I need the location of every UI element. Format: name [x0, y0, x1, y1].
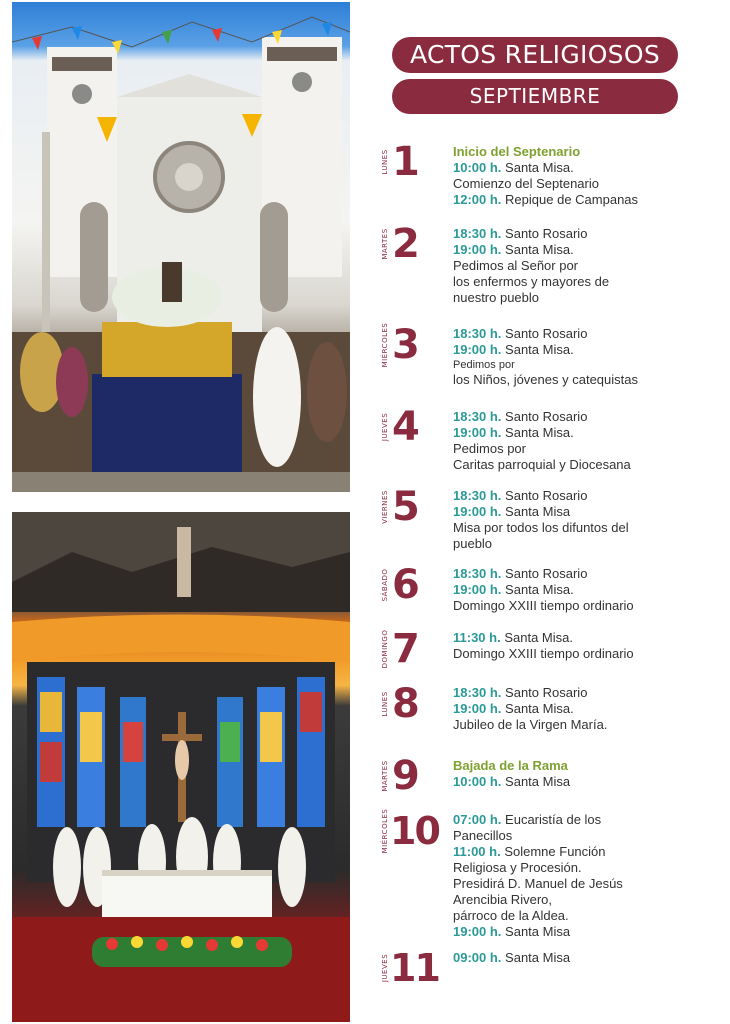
event-time: 11:30 h.	[453, 630, 501, 645]
weekday-label: JUEVES	[381, 412, 389, 442]
event-line	[453, 242, 723, 258]
events	[453, 326, 723, 388]
weekday-label: LUNES	[381, 691, 389, 717]
day-number: 3	[392, 322, 420, 368]
event-text: Santo Rosario	[505, 685, 588, 700]
event-line	[453, 326, 723, 342]
event-time: 18:30 h.	[453, 488, 502, 503]
event-line	[453, 717, 723, 733]
church-procession-photo	[12, 2, 350, 492]
event-line	[453, 630, 723, 646]
event-line	[453, 892, 723, 908]
event-line	[453, 520, 723, 536]
event-time: 19:00 h.	[453, 504, 502, 519]
event-line	[453, 160, 723, 176]
weekday-label: VIERNES	[381, 490, 389, 524]
event-text: Repique de Campanas	[505, 192, 639, 207]
event-line	[453, 566, 723, 582]
event-title: Inicio del Septenario	[453, 144, 581, 159]
event-time: 19:00 h.	[453, 342, 502, 357]
event-text: Santa Misa	[505, 774, 571, 789]
event-time: 19:00 h.	[453, 242, 502, 257]
event-line	[453, 812, 723, 828]
events	[453, 226, 723, 306]
event-line	[453, 441, 723, 457]
event-line	[453, 908, 723, 924]
event-time: 18:30 h.	[453, 409, 502, 424]
event-line	[453, 457, 723, 473]
day-number: 9	[392, 753, 420, 799]
church-altar-photo	[12, 512, 350, 1022]
event-text: Santa Misa.	[505, 582, 574, 597]
event-time: 12:00 h.	[453, 192, 502, 207]
event-text: Santa Misa	[505, 924, 571, 939]
event-text: párroco de la Aldea.	[453, 908, 569, 923]
weekday-label: MIÉRCOLES	[381, 808, 389, 854]
weekday-label: MIÉRCOLES	[381, 322, 389, 368]
event-time: 10:00 h.	[453, 774, 502, 789]
event-text: Arencibia Rivero,	[453, 892, 552, 907]
event-line	[453, 685, 723, 701]
weekday-label: LUNES	[381, 149, 389, 175]
event-text: Santa Misa.	[505, 160, 574, 175]
month-heading: SEPTIEMBRE	[392, 79, 678, 114]
event-text: Santa Misa.	[505, 425, 574, 440]
event-text: Santo Rosario	[505, 326, 588, 341]
weekday-label: MARTES	[381, 760, 389, 792]
events	[453, 950, 723, 966]
event-time: 18:30 h.	[453, 326, 502, 341]
event-time: 19:00 h.	[453, 582, 502, 597]
event-text: Pedimos al Señor por	[453, 258, 579, 273]
event-line	[453, 582, 723, 598]
event-time: 19:00 h.	[453, 701, 502, 716]
event-line	[453, 844, 723, 860]
event-text: Santo Rosario	[505, 488, 588, 503]
event-title: Bajada de la Rama	[453, 758, 568, 773]
event-line	[453, 598, 723, 614]
event-line	[453, 425, 723, 441]
event-line	[453, 274, 723, 290]
day-number: 6	[392, 562, 420, 608]
events	[453, 566, 723, 614]
events	[453, 812, 723, 940]
event-line	[453, 290, 723, 306]
events	[453, 685, 723, 733]
event-text: nuestro pueblo	[453, 290, 540, 305]
day-number: 11	[390, 946, 439, 990]
day-number: 4	[392, 404, 420, 450]
day-number: 1	[392, 139, 420, 185]
day-number: 10	[390, 809, 439, 853]
event-line	[453, 924, 723, 940]
event-line	[453, 192, 723, 208]
event-line	[453, 226, 723, 242]
event-text: Pedimos por	[453, 441, 526, 456]
events	[453, 630, 723, 662]
day-number: 5	[392, 484, 420, 530]
event-text: Santa Misa.	[505, 342, 574, 357]
event-line	[453, 358, 723, 372]
event-text: Domingo XXIII tiempo ordinario	[453, 598, 634, 613]
event-text: Santa Misa.	[505, 242, 574, 257]
event-time: 09:00 h.	[453, 950, 502, 965]
event-line	[453, 876, 723, 892]
event-line	[453, 950, 723, 966]
event-time: 19:00 h.	[453, 425, 502, 440]
event-line	[453, 536, 723, 552]
events	[453, 488, 723, 552]
event-time: 18:30 h.	[453, 685, 502, 700]
event-text: Santo Rosario	[505, 566, 588, 581]
event-line	[453, 701, 723, 717]
event-text: Santa Misa.	[504, 630, 573, 645]
event-text: Presidirá D. Manuel de Jesús	[453, 876, 623, 891]
weekday-label: DOMINGO	[381, 629, 389, 669]
event-text: Santa Misa	[505, 950, 571, 965]
event-text: Jubileo de la Virgen María.	[453, 717, 608, 732]
events	[453, 409, 723, 473]
event-text: pueblo	[453, 536, 493, 551]
event-time: 11:00 h.	[453, 844, 501, 859]
day-number: 2	[392, 221, 420, 267]
event-text: Misa por todos los difuntos del	[453, 520, 629, 535]
weekday-label: SÁBADO	[381, 568, 389, 602]
event-text: Santo Rosario	[505, 409, 588, 424]
weekday-label: MARTES	[381, 228, 389, 260]
event-time: 07:00 h.	[453, 812, 502, 827]
day-number: 7	[392, 626, 420, 672]
event-line	[453, 144, 723, 160]
event-text: Santa Misa.	[505, 701, 574, 716]
event-line	[453, 372, 723, 388]
event-line	[453, 860, 723, 876]
event-text: Pedimos por	[453, 359, 515, 371]
event-text: Santa Misa	[505, 504, 571, 519]
event-text: Comienzo del Septenario	[453, 176, 599, 191]
event-time: 19:00 h.	[453, 924, 502, 939]
event-line	[453, 488, 723, 504]
event-line	[453, 504, 723, 520]
event-text: Santo Rosario	[505, 226, 588, 241]
page-title: ACTOS RELIGIOSOS	[392, 37, 678, 73]
events	[453, 758, 723, 790]
weekday-label: JUEVES	[381, 953, 389, 983]
event-time: 10:00 h.	[453, 160, 502, 175]
event-line	[453, 258, 723, 274]
event-line	[453, 828, 723, 844]
event-time: 18:30 h.	[453, 566, 502, 581]
event-text: Solemne Función	[504, 844, 606, 859]
event-text: Religiosa y Procesión.	[453, 860, 582, 875]
events	[453, 144, 723, 208]
event-line	[453, 758, 723, 774]
event-line	[453, 409, 723, 425]
event-line	[453, 774, 723, 790]
event-text: Domingo XXIII tiempo ordinario	[453, 646, 634, 661]
event-text: los enfermos y mayores de	[453, 274, 610, 289]
event-text: los Niños, jóvenes y catequistas	[453, 372, 638, 387]
day-number: 8	[392, 681, 420, 727]
event-time: 18:30 h.	[453, 226, 502, 241]
event-line	[453, 176, 723, 192]
event-text: Eucaristía de los	[505, 812, 602, 827]
event-line	[453, 342, 723, 358]
event-line	[453, 646, 723, 662]
event-text: Panecillos	[453, 828, 513, 843]
event-text: Caritas parroquial y Diocesana	[453, 457, 631, 472]
